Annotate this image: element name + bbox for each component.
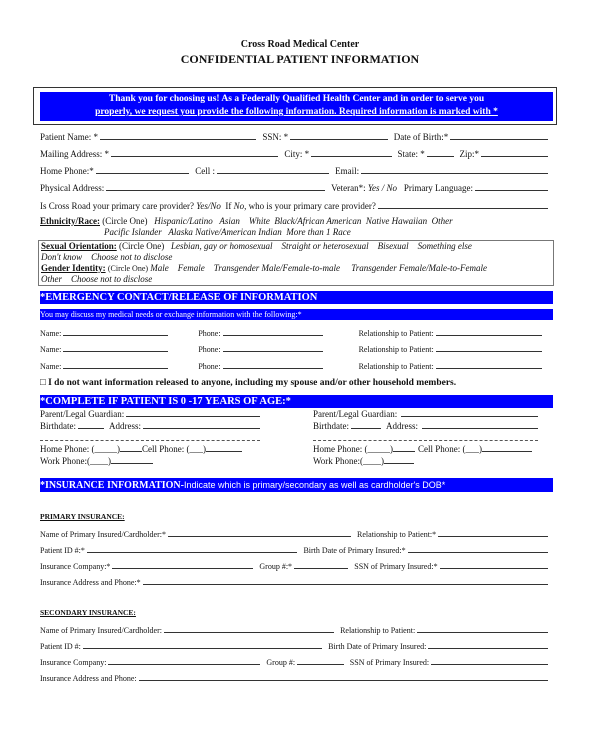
relationship-field[interactable]	[417, 632, 548, 633]
label: Physical Address:	[40, 183, 105, 193]
contact-name-field[interactable]	[63, 368, 168, 369]
label: Insurance Company:*	[40, 562, 111, 571]
email-field[interactable]	[361, 173, 548, 174]
label: Birth Date of Primary Insured:*	[303, 546, 406, 555]
emergency-banner: *EMERGENCY CONTACT/RELEASE OF INFORMATION	[40, 291, 553, 304]
label: Ethnicity/Race:	[40, 216, 100, 226]
label: Cell :	[195, 166, 215, 176]
label: Patient Name: *	[40, 132, 98, 142]
label: Address:	[109, 421, 141, 431]
guardian-cell-field[interactable]	[206, 451, 242, 452]
release-optout-checkbox[interactable]: □ I do not want information released to anyone, including my spouse and/or other household members.	[40, 378, 457, 388]
physical-address-field[interactable]	[106, 190, 325, 191]
orientation-gender-box	[38, 240, 554, 286]
label: Birthdate:	[313, 421, 349, 431]
label: Relationship to Patient:*	[357, 530, 437, 539]
label: Home Phone:*	[40, 166, 94, 176]
label: Primary Language:	[403, 183, 474, 193]
insured-ssn-field[interactable]	[440, 568, 548, 569]
label: Address:	[386, 421, 418, 431]
pcp-field[interactable]	[378, 208, 548, 209]
label: Birthdate:	[40, 421, 76, 431]
label: Is Cross Road your primary care provider?	[40, 201, 194, 211]
label: Phone:	[198, 362, 221, 371]
home-phone-field[interactable]	[96, 173, 189, 174]
gender-options-2[interactable]: Other Choose not to disclose	[41, 274, 153, 284]
zip-field[interactable]	[481, 156, 548, 157]
pcp-options[interactable]: Yes/No	[196, 201, 221, 211]
primary-insurance-heading: PRIMARY INSURANCE:	[40, 512, 125, 521]
org-name: Cross Road Medical Center	[240, 39, 360, 50]
insurance-address-field[interactable]	[139, 680, 548, 681]
label: (Circle One)	[107, 264, 149, 273]
ethnicity-options-2[interactable]: Pacific Islander Alaska Native/American Indian More than 1 Race	[104, 227, 351, 237]
minor-banner: *COMPLETE IF PATIENT IS 0 -17 YEARS OF AGE:*	[40, 395, 553, 408]
insurance-address-field[interactable]	[143, 584, 548, 585]
guardian-home-phone-field[interactable]	[393, 451, 415, 452]
patient-name-field[interactable]	[100, 139, 256, 140]
mailing-address-field[interactable]	[111, 156, 278, 157]
insured-dob-field[interactable]	[428, 648, 548, 649]
label: Group #:	[266, 658, 296, 667]
secondary-insurance-heading: SECONDARY INSURANCE:	[40, 608, 136, 617]
contact-row	[40, 327, 548, 338]
contact-name-field[interactable]	[63, 335, 168, 336]
label: Name:	[40, 329, 62, 338]
label: State: *	[397, 149, 425, 159]
guardian-1	[40, 408, 260, 467]
veteran-options[interactable]: Yes / No	[367, 183, 398, 193]
label: If	[225, 201, 232, 211]
label: Date of Birth:*	[393, 132, 449, 142]
city-field[interactable]	[311, 156, 391, 157]
guardian-name-field[interactable]	[401, 416, 538, 417]
label: Email:	[335, 166, 360, 176]
insured-dob-field[interactable]	[408, 552, 548, 553]
patient-id-field[interactable]	[83, 648, 322, 649]
label: Name:	[40, 345, 62, 354]
insurance-banner	[40, 478, 553, 492]
contact-phone-field[interactable]	[223, 351, 323, 352]
guardian-address-line-2[interactable]	[40, 432, 260, 441]
emergency-subbanner: You may discuss my medical needs or exchange information with the following:*	[40, 309, 553, 320]
guardian-home-phone-field[interactable]	[120, 451, 142, 452]
insured-name-field[interactable]	[168, 536, 351, 537]
intro-line-2: properly, we request you provide the following information. Required information is marked with *	[95, 107, 498, 117]
label: Insurance Company:	[40, 658, 107, 667]
label: Parent/Legal Guardian:	[40, 409, 125, 419]
label: Patient ID #:*	[40, 546, 85, 555]
row-physical	[40, 182, 548, 193]
label: Veteran*:	[331, 183, 366, 193]
contact-row	[40, 343, 548, 354]
label: Name of Primary Insured/Cardholder:*	[40, 530, 166, 539]
row-phone	[40, 165, 548, 176]
contact-phone-field[interactable]	[223, 335, 323, 336]
state-field[interactable]	[427, 156, 454, 157]
label: SSN: *	[262, 132, 289, 142]
language-field[interactable]	[475, 190, 548, 191]
guardian-work-field[interactable]	[384, 463, 414, 464]
contact-row	[40, 360, 548, 371]
label: Sexual Orientation:	[41, 241, 117, 251]
label: (Circle One)	[119, 241, 165, 251]
label: who is your primary care provider?	[248, 201, 376, 211]
label: Home Phone: (_____)	[40, 444, 120, 454]
row-address	[40, 148, 548, 159]
dob-field[interactable]	[450, 139, 548, 140]
cell-field[interactable]	[217, 173, 329, 174]
orientation-options-2[interactable]: Don't know Choose not to disclose	[41, 252, 173, 262]
ethnicity-section	[40, 216, 453, 238]
group-field[interactable]	[294, 568, 348, 569]
company-field[interactable]	[108, 664, 260, 665]
label: (Circle One)	[102, 216, 148, 226]
contact-name-field[interactable]	[63, 351, 168, 352]
label: Cell Phone: (___)	[418, 444, 482, 454]
page-title: CONFIDENTIAL PATIENT INFORMATION	[180, 52, 420, 66]
label: Work Phone:(____)	[313, 456, 385, 466]
guardian-work-field[interactable]	[111, 463, 153, 464]
guardian-address-field[interactable]	[422, 428, 538, 429]
ethnicity-options[interactable]: Hispanic/Latino Asian White Black/African American Native Hawaiian Other	[154, 216, 453, 226]
ssn-field[interactable]	[290, 139, 388, 140]
guardian-2	[313, 408, 538, 467]
label: No,	[233, 201, 247, 211]
insured-ssn-field[interactable]	[431, 664, 548, 665]
label: Relationship to Patient:	[340, 626, 416, 635]
label: Patient ID #:	[40, 642, 81, 651]
relationship-field[interactable]	[438, 536, 548, 537]
insurance-title: *INSURANCE INFORMATION-	[40, 480, 184, 491]
company-field[interactable]	[112, 568, 253, 569]
label: Name of Primary Insured/Cardholder:	[40, 626, 162, 635]
guardian-birthdate-field[interactable]	[351, 428, 381, 429]
contact-relationship-field[interactable]	[436, 335, 542, 336]
guardian-address-field[interactable]	[143, 428, 260, 429]
guardian-birthdate-field[interactable]	[78, 428, 104, 429]
label: Work Phone:(____)	[40, 456, 112, 466]
patient-id-field[interactable]	[87, 552, 298, 553]
label: Name:	[40, 362, 62, 371]
label: Birth Date of Primary Insured:	[328, 642, 427, 651]
label: Phone:	[198, 345, 221, 354]
intro-banner	[40, 92, 553, 121]
label: Home Phone: (_____)	[313, 444, 393, 454]
group-field[interactable]	[297, 664, 344, 665]
gender-options[interactable]: Male Female Transgender Male/Female-to-male Transgender Female/Male-to-Female	[150, 263, 487, 273]
guardian-address-line-2[interactable]	[313, 432, 538, 441]
label: Relationship to Patient:	[358, 329, 434, 338]
guardian-name-field[interactable]	[126, 416, 260, 417]
label: Relationship to Patient:	[358, 362, 434, 371]
label: Cell Phone: (___)	[142, 444, 206, 454]
label: Insurance Address and Phone:*	[40, 578, 141, 587]
label: City: *	[284, 149, 310, 159]
contact-relationship-field[interactable]	[436, 368, 542, 369]
label: Mailing Address: *	[40, 149, 109, 159]
contact-relationship-field[interactable]	[436, 351, 542, 352]
insured-name-field[interactable]	[164, 632, 334, 633]
label: Parent/Legal Guardian:	[313, 409, 398, 419]
label: Phone:	[198, 329, 221, 338]
intro-line-1: Thank you for choosing us! As a Federally Qualified Health Center and in order to serve you	[108, 94, 485, 104]
label: SSN of Primary Insured:*	[354, 562, 438, 571]
label: SSN of Primary Insured:	[349, 658, 430, 667]
label: Gender Identity:	[41, 263, 106, 273]
contact-phone-field[interactable]	[223, 368, 323, 369]
label: Group #:*	[259, 562, 293, 571]
row-pcp	[40, 200, 548, 211]
orientation-options[interactable]: Lesbian, gay or homosexual Straight or heterosexual Bisexual Something else	[170, 241, 472, 251]
label: Relationship to Patient:	[358, 345, 434, 354]
row-name	[40, 131, 548, 142]
insurance-note: Indicate which is primary/secondary as well as cardholder's DOB*	[183, 480, 446, 490]
label: Zip:*	[459, 149, 480, 159]
guardian-cell-field[interactable]	[482, 451, 532, 452]
label: Insurance Address and Phone:	[40, 674, 137, 683]
